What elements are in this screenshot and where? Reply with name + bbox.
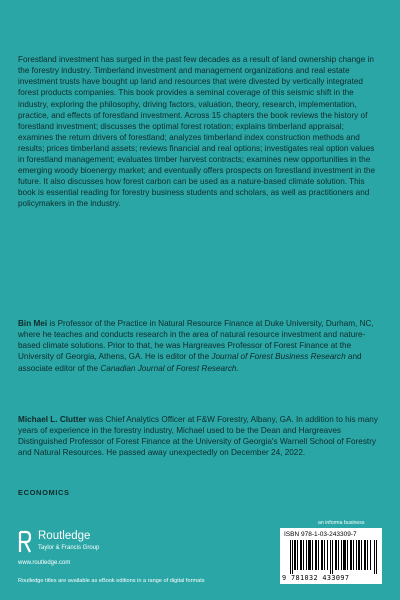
author-bio-text: . bbox=[236, 363, 239, 373]
routledge-r-icon bbox=[18, 530, 32, 554]
barcode-digits: 9 781032 433097 bbox=[282, 574, 350, 582]
author-bio-michael-clutter bbox=[18, 414, 380, 458]
journal-title: Canadian Journal of Forest Research bbox=[100, 363, 237, 373]
informa-tagline: an informa business bbox=[318, 520, 365, 526]
subject-category: ECONOMICS bbox=[18, 488, 70, 497]
author-bio-text: is Professor of the Practice in Natural Resource Finance at Duke University, Durham, NC, where he teaches and conducts research in the area of natural resource investment and nature-based climate solutions. Prior to that, he was Hargreaves Professor of Forest Finance at the University of Georgia, Athens, GA. He is editor of the bbox=[18, 319, 374, 362]
book-description: Forestland investment has surged in the past few decades as a result of land ownership change in the forestry industry. Timberland investment and management organizations and real estate investment trusts have bought up land and resources that were divested by vertically integrated forest products companies. This book provides a seminal coverage of this seismic shift in the industry, exploring the philosophy, driving factors, valuation, theory, research, implementation, practice, and effects of forestland investment. Across 15 chapters the book reviews the history of forestland investment; discusses the optimal forest rotation; explains timberland appraisal; examines the return drivers of forestland; analyzes timberland index construction methods and results; prices timberland assets; reviews financial and real options; investigates real option values in forestland management; evaluates timber harvest contracts; examines new opportunities in the emerging woody bioenergy market; and eventually offers prospects on forestland investment in the future. It also discusses how forest carbon can be used as a nature-based climate solution. This book is essential reading for forestry business students and scholars, as well as practitioners and policymakers in the industry. bbox=[18, 55, 376, 209]
author-name-michael-clutter: Michael L. Clutter bbox=[18, 415, 87, 425]
isbn-barcode bbox=[280, 528, 382, 584]
barcode-bars bbox=[290, 540, 378, 574]
publisher-name: Routledge bbox=[38, 530, 91, 542]
journal-title: Journal of Forest Business Research bbox=[211, 352, 346, 362]
ebook-availability-note: Routledge titles are available as eBook editions in a range of digital formats bbox=[18, 578, 205, 584]
author-bio-text: and associate editor of the bbox=[18, 352, 362, 373]
author-bio-text: was Chief Analytics Officer at F&W Forestry, Albany, GA. In addition to his many years of experience in the forestry industry, Michael used to be the Dean and Hargreaves Distinguished Professor of Forest Finance at the University of Georgia's Warnell School of Forestry and Natural Resources. He passed away unexpectedly on December 24, 2022. bbox=[18, 415, 378, 458]
publisher-group: Taylor & Francis Group bbox=[38, 545, 100, 551]
routledge-logo bbox=[18, 528, 158, 558]
author-bio-bin-mei bbox=[18, 318, 380, 373]
isbn-number: ISBN 978-1-03-243309-7 bbox=[284, 531, 357, 538]
author-name-bin-mei: Bin Mei bbox=[18, 319, 48, 329]
publisher-website[interactable]: www.routledge.com bbox=[18, 560, 71, 566]
